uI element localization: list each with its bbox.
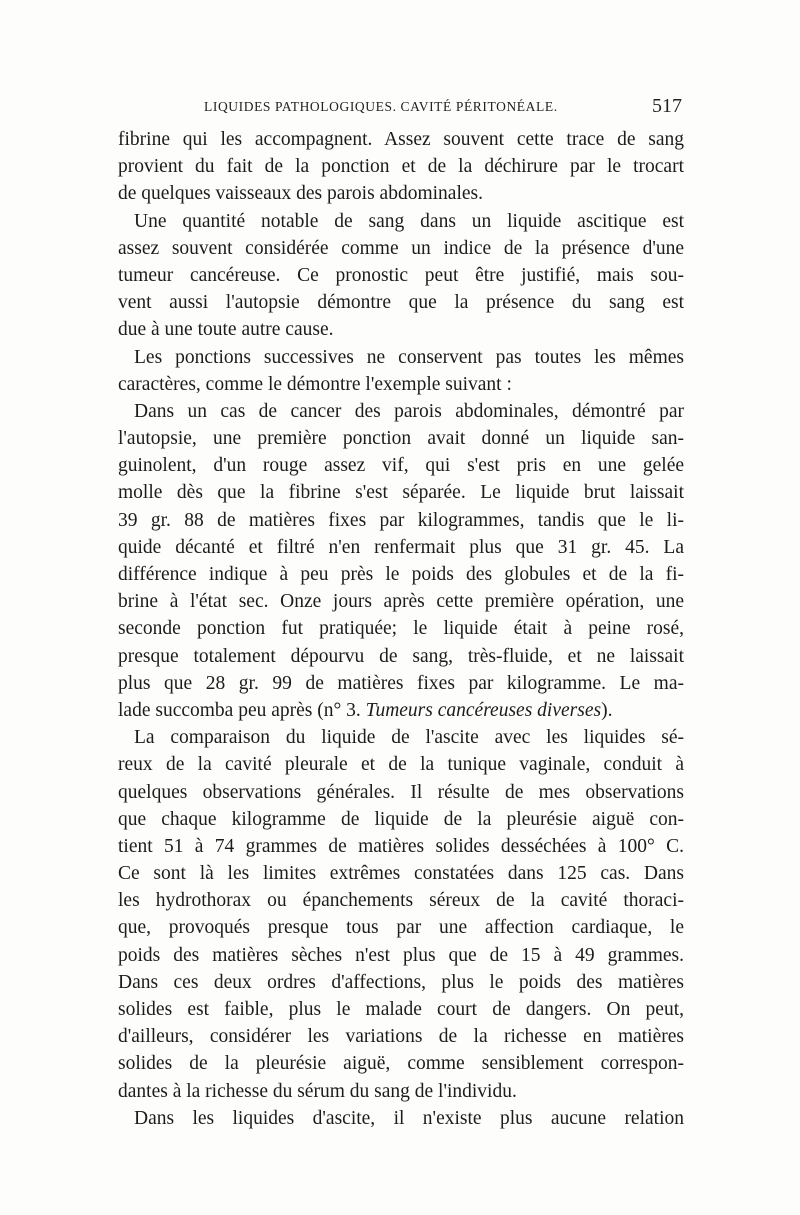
text-line: de quelques vaisseaux des parois abdominales. bbox=[118, 183, 483, 205]
text-line: quelques observations générales. Il résulte de mes observations bbox=[118, 781, 684, 803]
text-line: l'autopsie, une première ponction avait donné un liquide san- bbox=[118, 428, 684, 450]
text-line: Ce sont là les limites extrêmes constatées dans 125 cas. Dans bbox=[118, 863, 684, 885]
text-line: brine à l'état sec. Onze jours après cette première opération, une bbox=[118, 591, 684, 613]
text-line: quide décanté et filtré n'en renfermait plus que 31 gr. 45. La bbox=[118, 536, 684, 558]
text-line-with-reference bbox=[118, 697, 684, 724]
text-line: différence indique à peu près le poids des globules et de la fi- bbox=[118, 564, 684, 585]
text-line: molle dès que la fibrine s'est séparée. Le liquide brut laissait bbox=[118, 482, 684, 504]
text-line: Dans un cas de cancer des parois abdominales, démontré par bbox=[134, 400, 684, 422]
text-line: les hydrothorax ou épanchements séreux de la cavité thoraci- bbox=[118, 890, 684, 912]
text-line: 39 gr. 88 de matières fixes par kilogrammes, tandis que le li- bbox=[118, 509, 684, 531]
text-fragment: ). bbox=[601, 699, 613, 721]
text-line: Les ponctions successives ne conservent pas toutes les mêmes bbox=[134, 346, 684, 368]
text-line: tumeur cancéreuse. Ce pronostic peut être justifié, mais sou- bbox=[118, 264, 684, 286]
text-fragment: lade succomba peu après (n° 3. bbox=[118, 699, 366, 721]
text-line: fibrine qui les accompagnent. Assez souvent cette trace de sang bbox=[118, 129, 684, 150]
text-line: seconde ponction fut pratiquée; le liquide était à peine rosé, bbox=[118, 618, 684, 640]
text-line: solides de la pleurésie aiguë, comme sensiblement correspon- bbox=[118, 1053, 684, 1075]
text-line: due à une toute autre cause. bbox=[118, 319, 334, 341]
text-line: provient du fait de la ponction et de la déchirure par le trocart bbox=[118, 156, 684, 178]
text-line: assez souvent considérée comme un indice de la présence d'une bbox=[118, 237, 684, 259]
text-line: d'ailleurs, considérer les variations de la richesse en matières bbox=[118, 1026, 684, 1048]
text-line: presque totalement dépourvu de sang, très-fluide, et ne laissait bbox=[118, 645, 684, 667]
text-line: que chaque kilogramme de liquide de la pleurésie aiguë con- bbox=[118, 808, 684, 830]
text-line: caractères, comme le démontre l'exemple suivant : bbox=[118, 373, 512, 395]
text-line: reux de la cavité pleurale et de la tunique vaginale, conduit à bbox=[118, 754, 684, 776]
text-line: Une quantité notable de sang dans un liquide ascitique est bbox=[134, 210, 684, 232]
text-line: La comparaison du liquide de l'ascite avec les liquides sé- bbox=[134, 727, 684, 749]
text-line: que, provoqués presque tous par une affection cardiaque, le bbox=[118, 917, 684, 939]
text-line: solides est faible, plus le malade court de dangers. On peut, bbox=[118, 999, 684, 1020]
italic-reference: Tumeurs cancéreuses diverses bbox=[365, 699, 602, 721]
text-line: poids des matières sèches n'est plus que de 15 à 49 grammes. bbox=[118, 944, 684, 966]
page-header bbox=[118, 95, 684, 121]
page-number: 517 bbox=[652, 95, 682, 117]
body-text bbox=[118, 126, 684, 1132]
text-line: tient 51 à 74 grammes de matières solides desséchées à 100° C. bbox=[118, 835, 684, 857]
text-line: dantes à la richesse du sérum du sang de l'individu. bbox=[118, 1080, 517, 1102]
text-line: guinolent, d'un rouge assez vif, qui s'est pris en une gelée bbox=[118, 455, 684, 477]
text-line: Dans ces deux ordres d'affections, plus le poids des matières bbox=[118, 971, 684, 993]
text-line: vent aussi l'autopsie démontre que la présence du sang est bbox=[118, 292, 684, 314]
running-head: LIQUIDES PATHOLOGIQUES. CAVITÉ PÉRITONÉALE. bbox=[204, 99, 558, 114]
text-line: plus que 28 gr. 99 de matières fixes par kilogramme. Le ma- bbox=[118, 672, 684, 694]
text-line: Dans les liquides d'ascite, il n'existe plus aucune relation bbox=[134, 1107, 684, 1129]
